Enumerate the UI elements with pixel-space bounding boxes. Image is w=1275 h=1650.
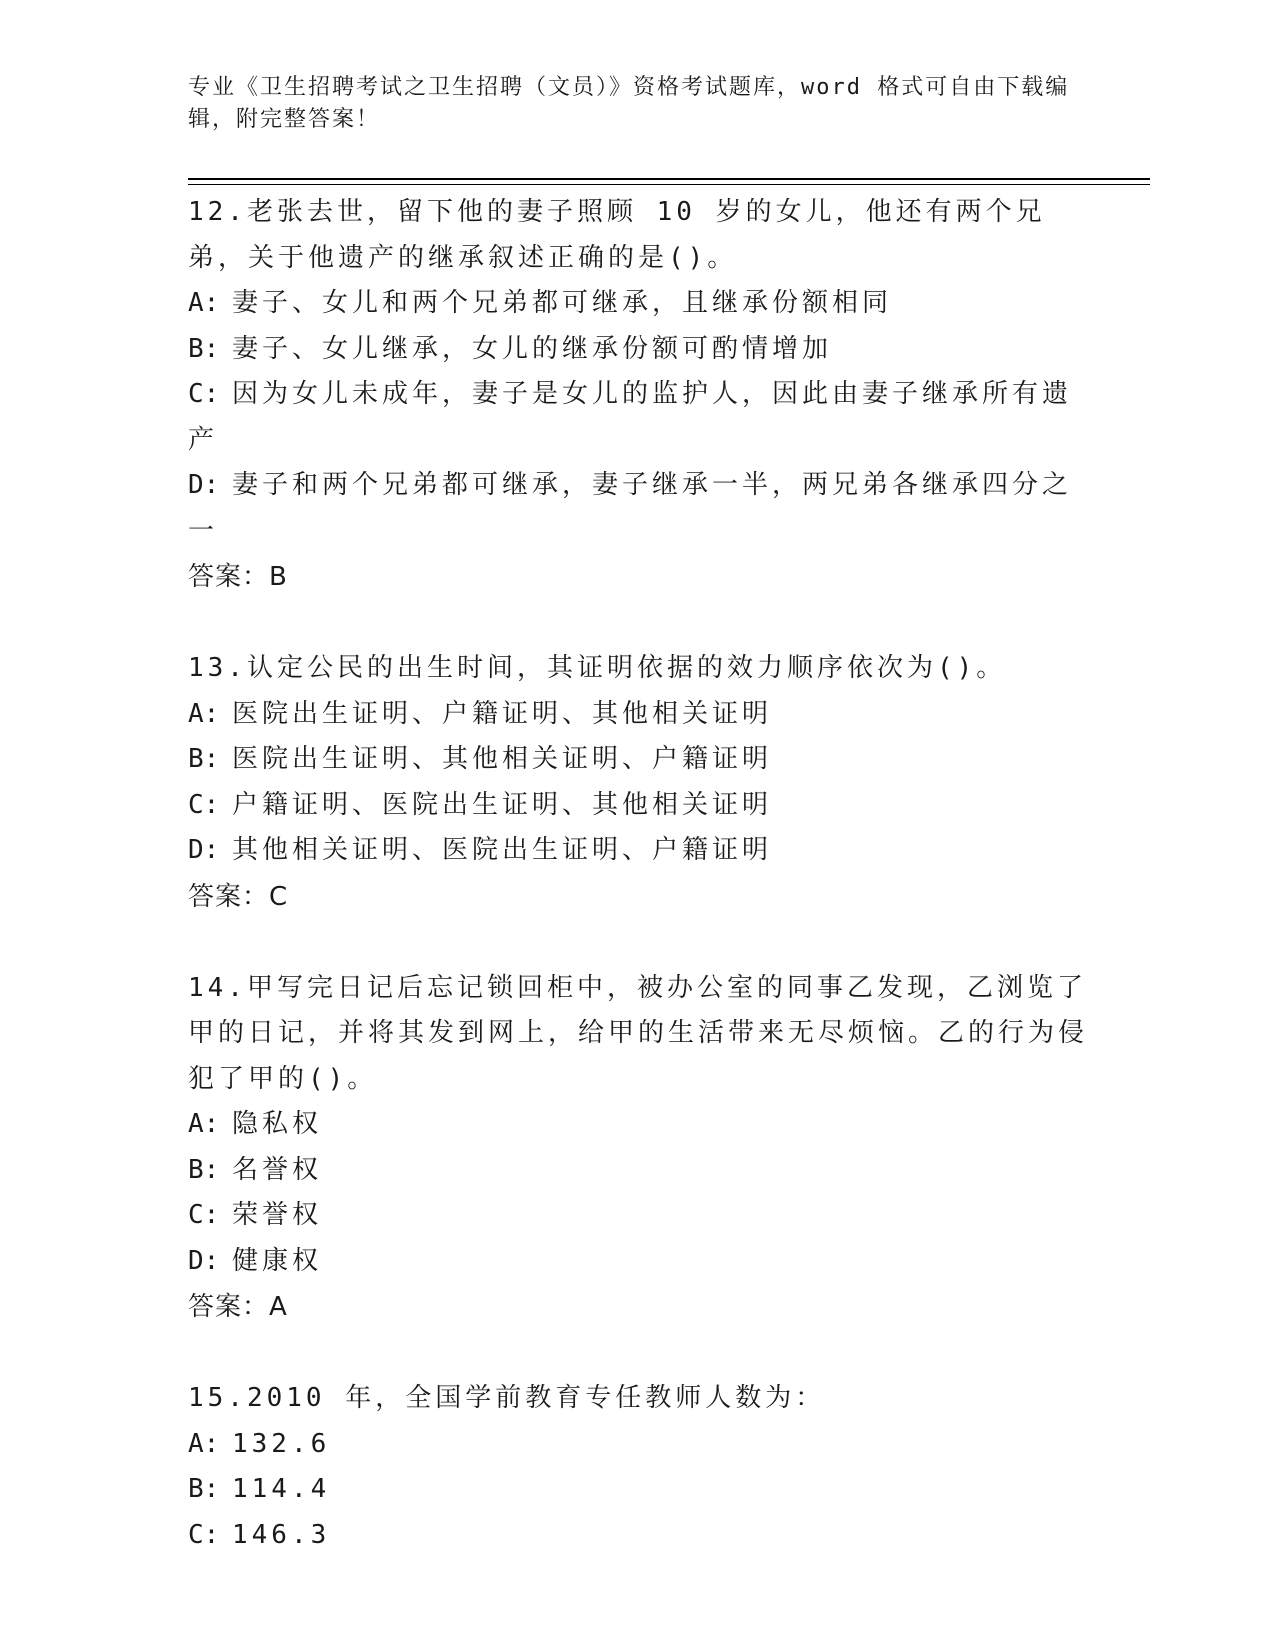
question-12 xyxy=(188,190,1088,600)
option-text: 户籍证明、医院出生证明、其他相关证明 xyxy=(232,789,773,820)
option-a xyxy=(188,1102,1088,1148)
answer-line: 答案：B xyxy=(188,562,288,592)
option-text: 114.4 xyxy=(232,1474,331,1504)
option-text: 健康权 xyxy=(232,1245,323,1276)
question-15 xyxy=(188,1376,1088,1558)
question-text: 14.甲写完日记后忘记锁回柜中，被办公室的同事乙发现，乙浏览了甲的日记，并将其发到网上，给甲的生活带来无尽烦恼。乙的行为侵犯了甲的()。 xyxy=(188,972,1089,1094)
question-text: 13.认定公民的出生时间，其证明依据的效力顺序依次为()。 xyxy=(188,653,1007,683)
option-letter: B: xyxy=(188,744,220,774)
option-d xyxy=(188,463,1088,554)
option-letter: D: xyxy=(188,470,220,500)
answer-line: 答案：A xyxy=(188,1292,288,1322)
option-c xyxy=(188,372,1088,463)
option-b xyxy=(188,1467,1088,1513)
option-letter: C: xyxy=(188,379,220,409)
option-letter: B: xyxy=(188,1474,220,1504)
option-letter: A: xyxy=(188,698,220,729)
option-letter: A: xyxy=(188,1109,220,1139)
option-text: 妻子、女儿和两个兄弟都可继承，且继承份额相同 xyxy=(232,288,893,318)
header-rule-thin xyxy=(188,184,1150,185)
option-d xyxy=(188,828,1088,874)
option-b xyxy=(188,1148,1088,1194)
option-text: 其他相关证明、医院出生证明、户籍证明 xyxy=(232,835,773,865)
option-text: 荣誉权 xyxy=(232,1200,323,1230)
option-a xyxy=(188,692,1088,738)
option-text: 医院出生证明、户籍证明、其他相关证明 xyxy=(232,698,773,729)
option-letter: D: xyxy=(188,1245,220,1276)
question-text: 12.老张去世，留下他的妻子照顾 10 岁的女儿，他还有两个兄弟，关于他遗产的继承叙述正确的是()。 xyxy=(188,197,1046,273)
option-b xyxy=(188,327,1088,373)
option-text: 妻子和两个兄弟都可继承，妻子继承一半，两兄弟各继承四分之一 xyxy=(188,470,1073,546)
option-text: 名誉权 xyxy=(232,1154,323,1185)
option-letter: B: xyxy=(188,1154,220,1185)
option-letter: C: xyxy=(188,1519,220,1550)
header-rule-thick xyxy=(188,178,1150,180)
option-b xyxy=(188,737,1088,783)
option-a xyxy=(188,1422,1088,1468)
option-text: 146.3 xyxy=(232,1519,331,1550)
option-c xyxy=(188,783,1088,829)
option-letter: C: xyxy=(188,1200,220,1230)
question-list xyxy=(188,190,1088,1604)
question-text: 15.2010 年，全国学前教育专任教师人数为： xyxy=(188,1383,826,1413)
document-header: 专业《卫生招聘考试之卫生招聘（文员）》资格考试题库，word 格式可自由下载编辑，附完整答案！ xyxy=(188,75,1070,132)
option-text: 因为女儿未成年，妻子是女儿的监护人，因此由妻子继承所有遗产 xyxy=(188,379,1073,455)
option-text: 妻子、女儿继承，女儿的继承份额可酌情增加 xyxy=(232,333,833,364)
option-letter: B: xyxy=(188,333,220,364)
option-a xyxy=(188,281,1088,327)
answer-line: 答案：C xyxy=(188,881,289,912)
option-letter: D: xyxy=(188,835,220,865)
question-14 xyxy=(188,966,1088,1331)
option-c xyxy=(188,1193,1088,1239)
option-letter: A: xyxy=(188,1428,220,1459)
option-text: 132.6 xyxy=(232,1428,331,1459)
question-13 xyxy=(188,646,1088,920)
option-text: 隐私权 xyxy=(232,1109,323,1139)
option-d xyxy=(188,1239,1088,1285)
option-letter: A: xyxy=(188,288,220,318)
option-letter: C: xyxy=(188,789,220,820)
option-c xyxy=(188,1513,1088,1559)
option-text: 医院出生证明、其他相关证明、户籍证明 xyxy=(232,744,773,774)
